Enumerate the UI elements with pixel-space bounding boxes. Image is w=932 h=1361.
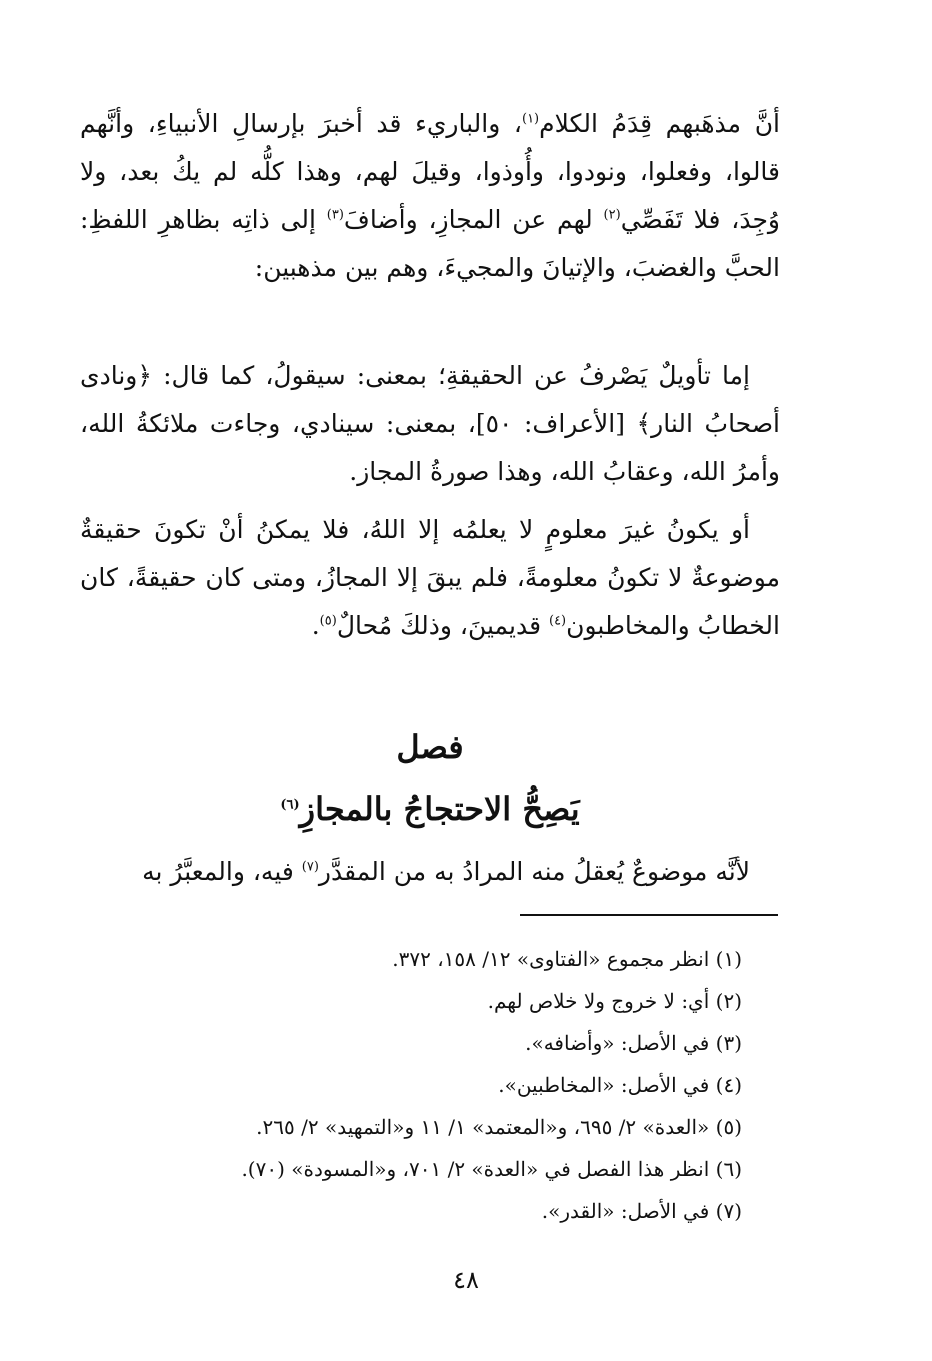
p3-text-a: أو يكونُ غيرَ معلومٍ لا يعلمُه إلا اللهُ، فلا يمكنُ أنْ تكونَ حقيقةٌ موضوعةٌ لا تكونُ معلومةً، فلم يبقَ إلا المجازُ، ومتى كان حقيقةً، كان الخطابُ والمخاطبون <box>80 515 780 640</box>
p1-text-a: أنَّ مذهَبهم قِدَمُ الكلام <box>539 109 780 138</box>
footnote-5: (٥) «العدة» ٢/ ٦٩٥، و«المعتمد» ١/ ١١ و«التمهيد» ٢/ ٢٦٥. <box>256 1115 742 1139</box>
footnote-ref-3: (٣) <box>326 207 344 223</box>
footnote-6: (٦) انظر هذا الفصل في «العدة» ٢/ ٧٠١، و«المسودة» (٧٠). <box>241 1157 742 1181</box>
section-title-text: يَصِحُّ الاحتجاجُ بالمجازِ <box>299 790 580 828</box>
footnote-3: (٣) في الأصل: «وأضافه». <box>525 1031 742 1055</box>
footnote-ref-4: (٤) <box>548 613 567 629</box>
p2-text: إما تأويلٌ يَصْرفُ عن الحقيقةِ؛ بمعنى: سيقولُ، كما قال: ﴿ونادى أصحابُ النار﴾ [الأعراف: ٥٠]، بمعنى: سينادي، وجاءت ملائكةُ الله، وأمرُ الله، وعقابُ الله، وهذا صورةُ المجاز. <box>80 361 780 486</box>
p1-text-c: لهم عن المجازِ، وأضافَ <box>343 205 604 234</box>
p3-text-c: . <box>311 611 320 640</box>
closing-text-a: لأنَّه موضوعٌ يُعقلُ منه المرادُ به من المقدَّر <box>318 857 750 886</box>
footnote-ref-1: (١) <box>521 111 540 127</box>
footnote-ref-5: (٥) <box>319 613 337 629</box>
footnote-divider <box>520 914 778 916</box>
paragraph-2 <box>80 352 780 496</box>
closing-line <box>80 848 780 896</box>
footnote-7: (٧) في الأصل: «القدر». <box>541 1199 742 1223</box>
closing-text-b: فيه، والمعبَّرُ به <box>142 857 302 886</box>
p3-text-b: قديمينَ، وذلكَ مُحالٌ <box>336 611 549 640</box>
footnote-ref-2: (٢) <box>603 207 621 223</box>
footnote-ref-7: (٧) <box>301 859 319 875</box>
section-title <box>80 782 780 836</box>
footnote-2: (٢) أي: لا خروج ولا خلاص لهم. <box>487 989 742 1013</box>
paragraph-3 <box>80 506 780 650</box>
p1-text-b: ، والباريء قد أخبرَ بإرسالِ الأنبياءِ، وأنَّهم قالوا، وفعلوا، ونودوا، وأُوذوا، وقيلَ لهم، وهذا كلُّه لم يكُ بعد، ولا وُجِدَ، فلا تَفَصِّي <box>80 109 781 234</box>
footnotes-list <box>80 938 742 1232</box>
p1-text-d: إلى ذاتِه بظاهرِ اللفظِ: الحبَّ والغضبَ، والإتيانَ والمجيءَ، وهم بين مذهبين: <box>80 205 780 282</box>
page-number: ٤٨ <box>453 1266 479 1294</box>
section-label: فصل <box>396 728 464 766</box>
paragraph-1 <box>80 100 780 292</box>
footnote-1: (١) انظر مجموع «الفتاوى» ١٢/ ١٥٨، ٣٧٢. <box>392 947 742 971</box>
footnote-ref-6: (٦) <box>280 797 300 813</box>
footnote-4: (٤) في الأصل: «المخاطبين». <box>498 1073 742 1097</box>
